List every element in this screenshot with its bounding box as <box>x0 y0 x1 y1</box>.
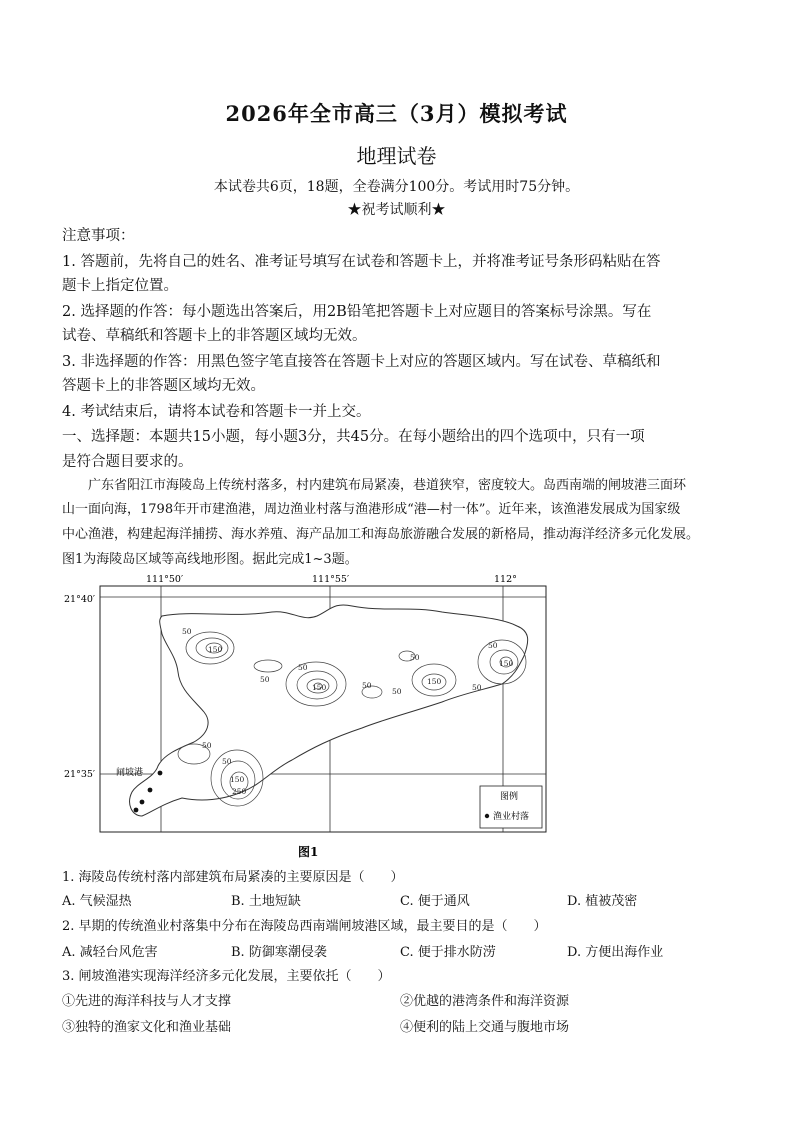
contour-map-figure <box>62 572 548 862</box>
q3-statement-4: ④便利的陆上交通与腹地市场 <box>400 1020 570 1035</box>
q2-option-a[interactable]: A. 减轻台风危害 <box>62 945 158 960</box>
passage-line-2: 山一面向海，1798年开市建渔港，周边渔业村落与渔港形成“港—村一体”。近年来，该渔港发展成为国家级 <box>62 502 681 517</box>
question-2-stem: 2. 早期的传统渔业村落集中分布在海陵岛西南端闸坡港区域，最主要目的是（ ） <box>62 919 547 934</box>
exam-subject: 地理试卷 <box>356 144 437 168</box>
passage-line-4: 图1为海陵岛区域等高线地形图。据此完成1~3题。 <box>62 552 358 567</box>
contour-label: 150 <box>499 659 514 668</box>
passage-line-1: 广东省阳江市海陵岛上传统村落多，村内建筑布局紧凑，巷道狭窄，密度较大。岛西南端的闸坡港三面环 <box>88 478 687 493</box>
contour-label: 150 <box>312 683 327 692</box>
figure-caption: 图1 <box>298 845 319 859</box>
note-3-line-1: 3. 非选择题的作答：用黑色签字笔直接答在答题卡上对应的答题区域内。写在试卷、草稿纸和 <box>62 354 661 370</box>
lon-label: 111°55′ <box>312 574 350 585</box>
q3-statement-2: ②优越的港湾条件和海洋资源 <box>400 994 570 1009</box>
contour-label: 50 <box>392 687 402 696</box>
contour-label: 150 <box>208 645 223 654</box>
q1-option-c[interactable]: C. 便于通风 <box>400 894 470 909</box>
contour-label: 50 <box>182 627 192 636</box>
contour-label: 50 <box>488 641 498 650</box>
question-3-stem: 3. 闸坡渔港实现海洋经济多元化发展，主要依托（ ） <box>62 969 391 984</box>
note-1-line-2: 题卡上指定位置。 <box>62 278 178 294</box>
section-heading-line-1: 一、选择题：本题共15小题，每小题3分，共45分。在每小题给出的四个选项中，只有一项 <box>62 429 645 445</box>
contour-label: 50 <box>362 681 372 690</box>
note-2-line-2: 试卷、草稿纸和答题卡上的非答题区域均无效。 <box>62 328 367 344</box>
note-2-line-1: 2. 选择题的作答：每小题选出答案后，用2B铅笔把答题卡上对应题目的答案标号涂黑。写在 <box>62 304 652 320</box>
note-3-line-2: 答题卡上的非答题区域均无效。 <box>62 378 265 394</box>
q1-option-b[interactable]: B. 土地短缺 <box>231 894 301 909</box>
section-heading-line-2: 是符合题目要求的。 <box>62 454 193 470</box>
note-4-line-1: 4. 考试结束后，请将本试卷和答题卡一并上交。 <box>62 404 371 420</box>
contour-label: 150 <box>427 677 442 686</box>
contour-label: 50 <box>472 683 482 692</box>
fishing-village-dot <box>158 771 163 776</box>
fishing-village-dot <box>140 800 145 805</box>
exam-info: 本试卷共6页，18题，全卷满分100分。考试用时75分钟。 <box>213 179 580 195</box>
contour-label: 150 <box>230 775 245 784</box>
contour-label: 250 <box>232 787 247 796</box>
fishing-village-dot <box>148 788 153 793</box>
contour-label: 50 <box>202 741 212 750</box>
legend-title: 图例 <box>500 792 519 802</box>
q1-option-d[interactable]: D. 植被茂密 <box>567 894 638 909</box>
passage-line-3: 中心渔港，构建起海洋捕捞、海水养殖、海产品加工和海岛旅游融合发展的新格局，推动海洋经济多元化发展。 <box>62 527 700 542</box>
exam-title: 2026年全市高三（3月）模拟考试 <box>225 101 568 126</box>
fishing-village-dot <box>134 808 139 813</box>
q2-option-d[interactable]: D. 方便出海作业 <box>567 945 664 960</box>
note-1-line-1: 1. 答题前，先将自己的姓名、准考证号填写在试卷和答题卡上，并将准考证号条形码粘贴在答 <box>62 254 661 270</box>
port-label: 闸坡港 <box>116 768 144 778</box>
q3-statement-3: ③独特的渔家文化和渔业基础 <box>62 1020 232 1035</box>
notes-heading: 注意事项： <box>62 228 135 244</box>
lon-label: 111°50′ <box>146 574 184 585</box>
contour-label: 50 <box>410 653 420 662</box>
contour-label: 50 <box>260 675 270 684</box>
legend-item: 渔业村落 <box>493 812 530 822</box>
question-1-stem: 1. 海陵岛传统村落内部建筑布局紧凑的主要原因是（ ） <box>62 870 404 885</box>
q3-statement-1: ①先进的海洋科技与人才支撑 <box>62 994 232 1009</box>
lon-label: 112° <box>494 574 517 585</box>
q2-option-b[interactable]: B. 防御寒潮侵袭 <box>231 945 327 960</box>
exam-wish: ★祝考试顺利★ <box>347 202 446 218</box>
legend-dot <box>485 814 489 818</box>
lat-label: 21°35′ <box>64 769 96 780</box>
lat-label: 21°40′ <box>64 594 96 605</box>
contour-label: 50 <box>222 757 232 766</box>
contour-label: 50 <box>298 663 308 672</box>
q2-option-c[interactable]: C. 便于排水防涝 <box>400 945 496 960</box>
q1-option-a[interactable]: A. 气候湿热 <box>62 894 132 909</box>
